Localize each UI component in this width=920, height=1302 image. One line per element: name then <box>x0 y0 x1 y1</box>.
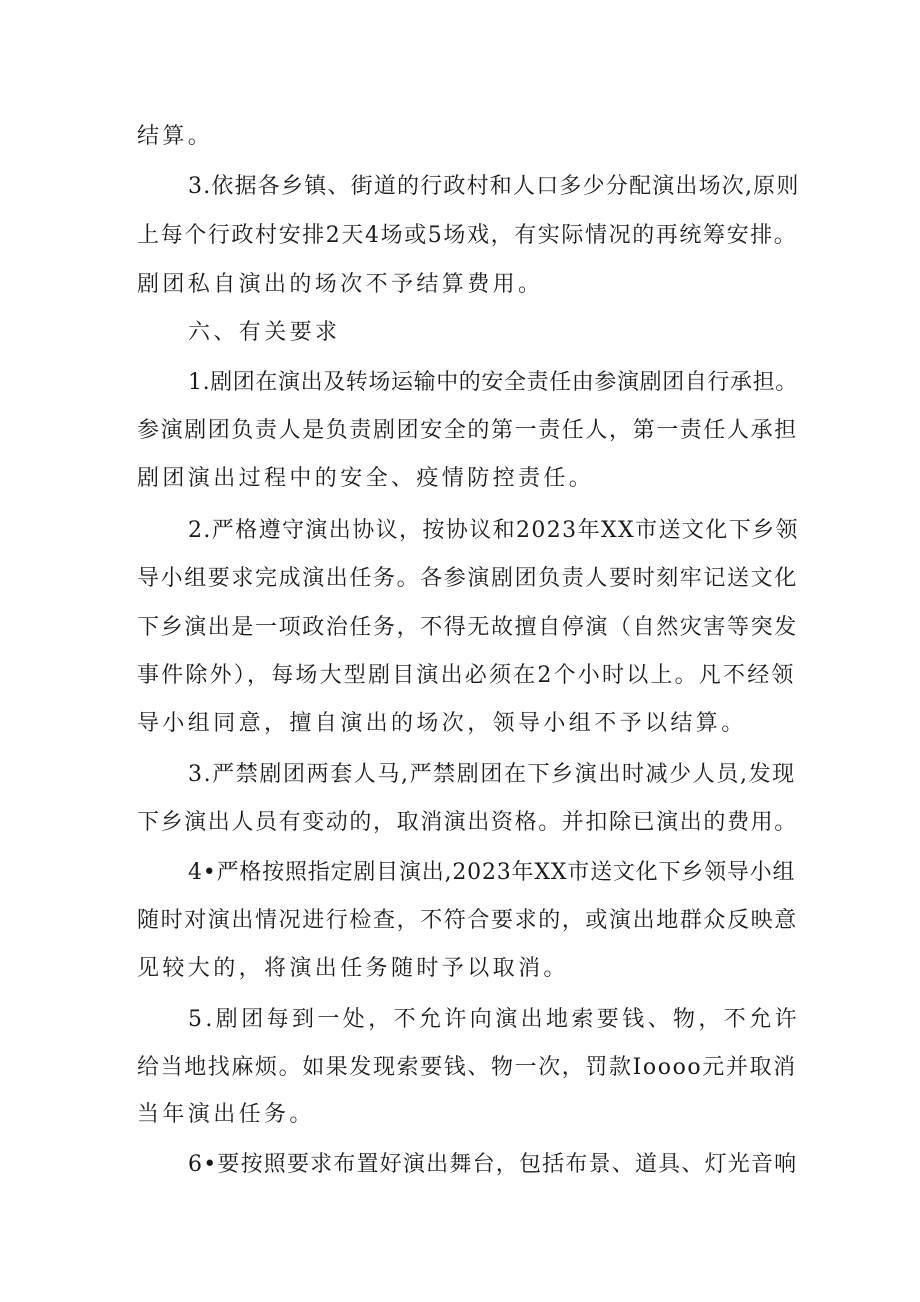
text-line-15: 下乡演出人员有变动的，取消演出资格。并扣除已演出的费用。 <box>137 810 798 835</box>
text-line-21: 当年演出任务。 <box>137 1102 315 1127</box>
text-line-4: 剧团私自演出的场次不予结算费用。 <box>137 272 544 297</box>
text-line-8: 剧团演出过程中的安全、疫情防控责任。 <box>137 466 595 491</box>
text-line-12: 事件除外），每场大型剧目演出必须在2个小时以上。凡不经领 <box>137 663 796 688</box>
text-line-1: 结算。 <box>137 124 214 149</box>
text-line-11: 下乡演出是一项政治任务，不得无故擅自停演（自然灾害等突发 <box>137 615 798 640</box>
text-line-16: 4•严格按照指定剧目演出,2023年XX市送文化下乡领导小组 <box>188 860 796 885</box>
text-line-14: 3.严禁剧团两套人马,严禁剧团在下乡演出时减少人员,发现 <box>188 762 796 787</box>
section-heading: 六、有关要求 <box>188 320 341 345</box>
text-line-17: 随时对演出情况进行检查，不符合要求的，或演出地群众反映意 <box>137 908 798 933</box>
text-line-10: 导小组要求完成演出任务。各参演剧团负责人要时刻牢记送文化 <box>137 566 798 591</box>
text-line-13: 导小组同意，擅自演出的场次，领导小组不予以结算。 <box>137 711 747 736</box>
text-line-22: 6•要按照要求布置好演出舞台，包括布景、道具、灯光音响 <box>188 1152 798 1177</box>
text-line-6: 1.剧团在演出及转场运输中的安全责任由参演剧团自行承担。 <box>188 370 798 395</box>
text-line-18: 见较大的，将演出任务随时予以取消。 <box>137 956 569 981</box>
text-line-19: 5.剧团每到一处，不允许向演出地索要钱、物，不允许 <box>188 1007 800 1032</box>
text-line-3: 上每个行政村安排2天4场或5场戏，有实际情况的再统筹安排。 <box>137 223 798 248</box>
text-line-2: 3.依据各乡镇、街道的行政村和人口多少分配演出场次,原则 <box>188 174 800 199</box>
text-line-7: 参演剧团负责人是负责剧团安全的第一责任人，第一责任人承担 <box>137 418 798 443</box>
text-line-20: 给当地找麻烦。如果发现索要钱、物一次，罚款Ioooo元并取消 <box>137 1055 797 1080</box>
text-line-9: 2.严格遵守演出协议，按协议和2023年XX市送文化下乡领 <box>188 518 799 543</box>
